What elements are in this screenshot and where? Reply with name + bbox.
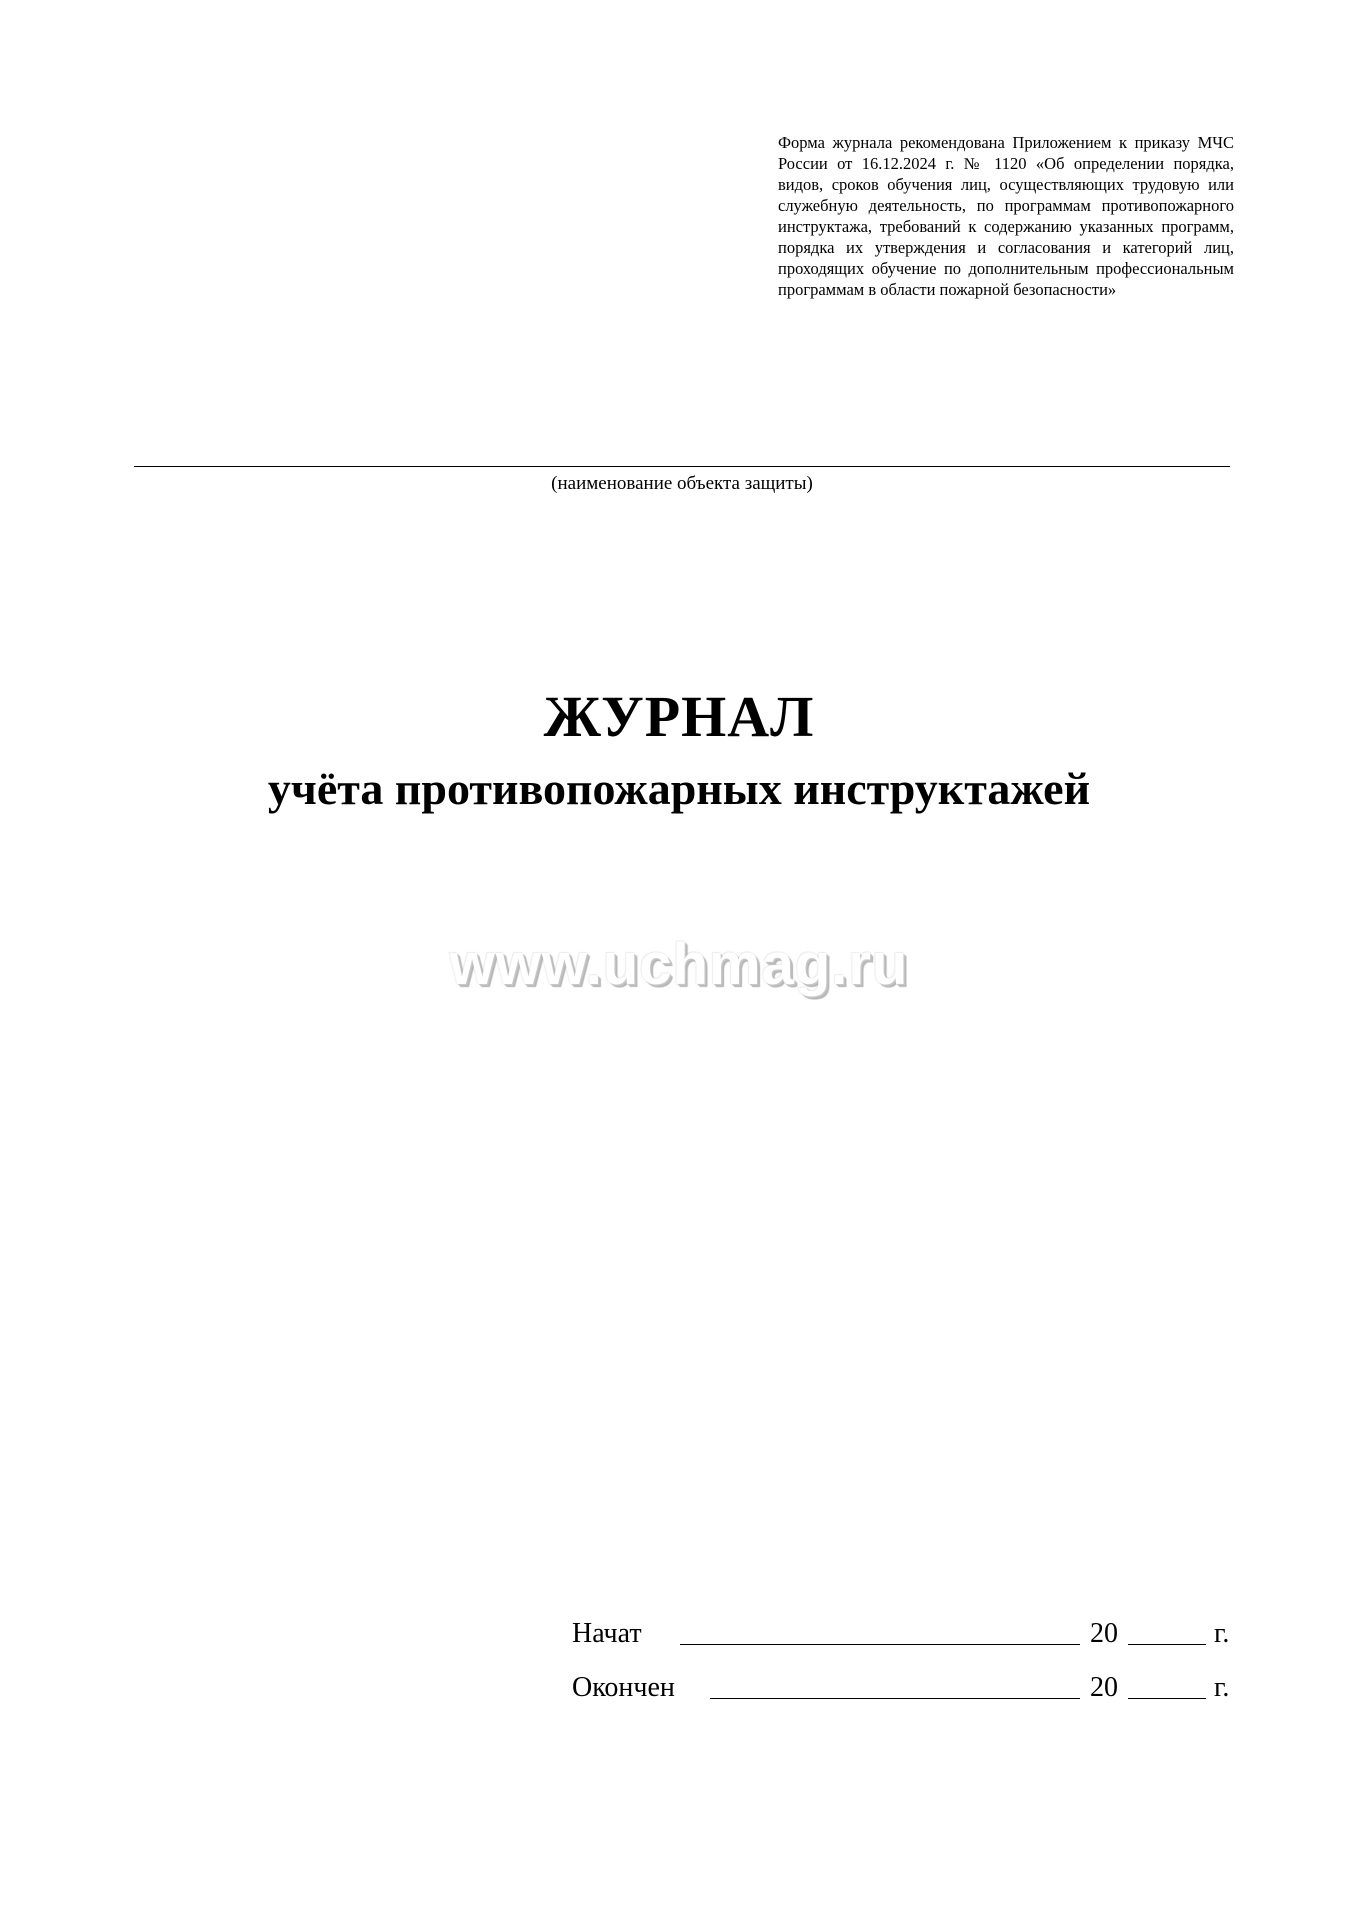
ended-year-blank	[1128, 1698, 1206, 1699]
started-year-suffix: г.	[1214, 1618, 1230, 1649]
ended-date-row	[572, 1668, 1238, 1708]
ended-year-suffix: г.	[1214, 1672, 1230, 1703]
object-name-caption: (наименование объекта защиты)	[551, 473, 813, 494]
started-date-blank	[680, 1644, 1080, 1645]
ended-label: Окончен	[572, 1672, 675, 1703]
started-date-row	[572, 1614, 1238, 1654]
watermark: www.uchmag.ru	[449, 932, 909, 997]
object-name-line	[134, 466, 1230, 467]
started-label: Начат	[572, 1618, 642, 1649]
started-year-prefix: 20	[1090, 1618, 1118, 1649]
ended-date-blank	[710, 1698, 1080, 1699]
legal-reference-note: Форма журнала рекомендована Приложением к приказу МЧС России от 16.12.2024 г. № 1120 «Об определении порядка, видов, сроков обучения лиц, осуществляющих трудовую или служебную деятельность, по программам противопожарного инструктажа, требований к содержанию указанных программ, порядка их утверждения и согласования и категорий лиц, проходящих обучение по дополнительным профессиональным программам в области пожарной безопасности»	[778, 133, 1234, 299]
started-year-blank	[1128, 1644, 1206, 1645]
page-subtitle: учёта противопожарных инструктажей	[267, 763, 1091, 814]
page-title: ЖУРНАЛ	[543, 684, 815, 749]
ended-year-prefix: 20	[1090, 1672, 1118, 1703]
